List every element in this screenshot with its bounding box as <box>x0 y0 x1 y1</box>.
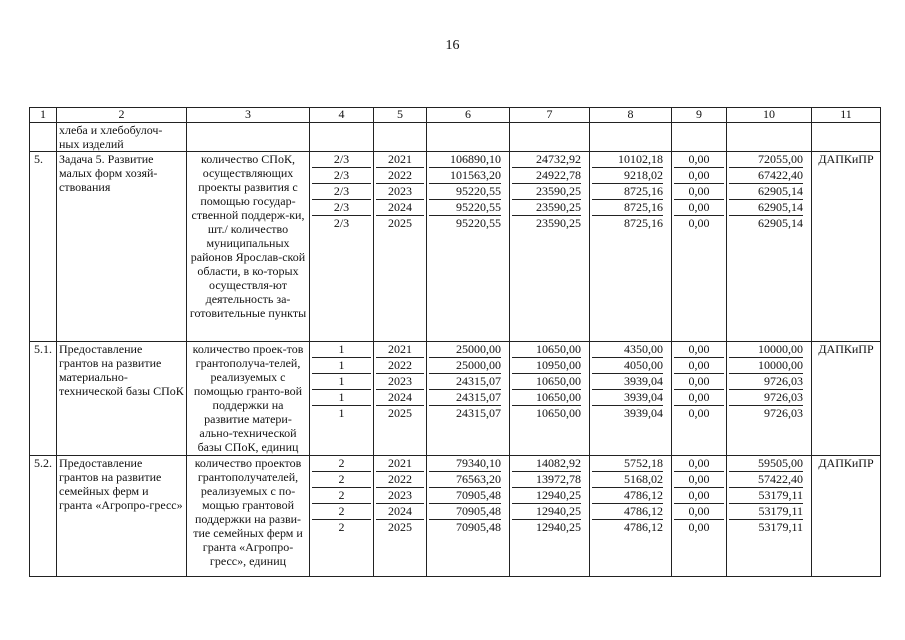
col9-cell-value: 0,00 <box>674 472 724 488</box>
target-cell-value: 2 <box>312 504 371 520</box>
target-cell-value: 2/3 <box>312 152 371 168</box>
year-cell-value: 2022 <box>376 358 424 374</box>
col8-cell-value: 3939,04 <box>592 374 663 390</box>
total-cell-value: 79340,10 <box>429 456 501 472</box>
col10-cell-value: 72055,00 <box>729 152 803 168</box>
col7-cell-value: 23590,25 <box>512 200 581 216</box>
col10-cell <box>727 342 812 456</box>
year-cell <box>374 152 427 342</box>
total-cell-value: 106890,10 <box>429 152 501 168</box>
col9-cell-value: 0,00 <box>674 456 724 472</box>
col7-cell-value: 10650,00 <box>536 406 581 420</box>
col10-cell-value: 62905,14 <box>758 216 803 230</box>
row-number: 5. <box>30 152 57 342</box>
col9-cell <box>672 342 727 456</box>
col8-cell-value: 9218,02 <box>592 168 663 184</box>
col8-cell <box>590 342 672 456</box>
col10-cell-value: 62905,14 <box>729 200 803 216</box>
col7-cell-value: 14082,92 <box>512 456 581 472</box>
col10-cell-value: 10000,00 <box>729 358 803 374</box>
row-number: 5.1. <box>30 342 57 456</box>
target-cell <box>310 342 374 456</box>
year-cell-value: 2022 <box>376 472 424 488</box>
col10-cell-value: 53179,11 <box>729 504 803 520</box>
total-cell-value: 24315,07 <box>456 406 501 420</box>
header-cell: 4 <box>310 108 374 123</box>
col7-cell <box>510 342 590 456</box>
col8-cell <box>590 456 672 577</box>
col10-cell-value: 10000,00 <box>729 342 803 358</box>
continuation-row <box>30 123 881 152</box>
col10-cell-value: 53179,11 <box>729 488 803 504</box>
col7-cell-value: 24732,92 <box>512 152 581 168</box>
measure-name: Задача 5. Развитие малых форм хозяй-ствования <box>57 152 187 342</box>
page-number: 16 <box>445 38 460 53</box>
table-row <box>30 456 881 577</box>
target-cell-value: 2 <box>312 456 371 472</box>
col9-cell-value: 0,00 <box>688 406 710 420</box>
total-cell-value: 70905,48 <box>429 504 501 520</box>
total-cell-value: 95220,55 <box>456 216 501 230</box>
col8-cell-value: 5752,18 <box>592 456 663 472</box>
target-cell-value: 2/3 <box>312 168 371 184</box>
year-cell-value: 2024 <box>376 200 424 216</box>
year-cell-value: 2021 <box>376 152 424 168</box>
target-cell-value: 2 <box>338 520 345 534</box>
col9-cell-value: 0,00 <box>674 168 724 184</box>
col9-cell <box>672 152 727 342</box>
col10-cell-value: 53179,11 <box>758 520 803 534</box>
target-cell <box>310 456 374 577</box>
col9-cell <box>672 456 727 577</box>
col9-cell-value: 0,00 <box>688 216 710 230</box>
total-cell <box>427 342 510 456</box>
col8-cell-value: 3939,04 <box>624 406 663 420</box>
target-cell-value: 1 <box>338 406 345 420</box>
indicator-text: количество проек-тов грантополуча-телей, реализуемых с помощью гранто-вой поддержки на развитие матери-ально-технической базы СПоК, единиц <box>187 342 310 456</box>
measure-name: Предоставление грантов на развитие семейных ферм и гранта «Агропро-гресс» <box>57 456 187 577</box>
col8-cell-value: 4786,12 <box>592 504 663 520</box>
total-cell-value: 24315,07 <box>429 374 501 390</box>
target-cell-value: 1 <box>312 374 371 390</box>
col7-cell-value: 10650,00 <box>512 342 581 358</box>
header-cell: 5 <box>374 108 427 123</box>
col7-cell <box>510 152 590 342</box>
col8-cell-value: 8725,16 <box>592 184 663 200</box>
col9-cell-value: 0,00 <box>674 200 724 216</box>
target-cell <box>310 152 374 342</box>
target-cell-value: 2/3 <box>333 216 350 230</box>
header-cell: 6 <box>427 108 510 123</box>
year-cell-value: 2023 <box>376 374 424 390</box>
col9-cell-value: 0,00 <box>674 184 724 200</box>
responsible-cell: ДАПКиПР <box>812 456 881 577</box>
col10-cell-value: 62905,14 <box>729 184 803 200</box>
col9-cell-value: 0,00 <box>674 504 724 520</box>
target-cell-value: 2 <box>312 488 371 504</box>
target-cell-value: 2 <box>312 472 371 488</box>
table-row <box>30 152 881 342</box>
row-number: 5.2. <box>30 456 57 577</box>
col9-cell-value: 0,00 <box>674 342 724 358</box>
col7-cell-value: 12940,25 <box>512 488 581 504</box>
year-cell <box>374 342 427 456</box>
col10-cell-value: 57422,40 <box>729 472 803 488</box>
total-cell-value: 95220,55 <box>429 200 501 216</box>
year-cell-value: 2024 <box>376 504 424 520</box>
target-cell-value: 1 <box>312 358 371 374</box>
col10-cell <box>727 456 812 577</box>
target-cell-value: 1 <box>312 390 371 406</box>
col7-cell-value: 10650,00 <box>512 390 581 406</box>
target-cell-value: 1 <box>312 342 371 358</box>
col7-cell-value: 23590,25 <box>512 184 581 200</box>
year-cell-value: 2024 <box>376 390 424 406</box>
total-cell-value: 25000,00 <box>429 342 501 358</box>
total-cell-value: 101563,20 <box>429 168 501 184</box>
header-cell: 7 <box>510 108 590 123</box>
header-row <box>30 108 881 123</box>
target-cell-value: 2/3 <box>312 184 371 200</box>
total-cell <box>427 456 510 577</box>
indicator-text: количество СПоК, осуществляющих проекты развития с помощью государ-ственной поддерж-ки, шт./ количество муниципальных районов Ярослав-ской области, в ко-торых осуществля-ют деятельность за-готовительные пункты <box>187 152 310 342</box>
col9-cell-value: 0,00 <box>674 358 724 374</box>
total-cell-value: 25000,00 <box>429 358 501 374</box>
year-cell-value: 2025 <box>388 406 412 420</box>
header-cell: 9 <box>672 108 727 123</box>
col8-cell-value: 3939,04 <box>592 390 663 406</box>
col8-cell-value: 4786,12 <box>592 488 663 504</box>
total-cell-value: 70905,48 <box>456 520 501 534</box>
col7-cell-value: 10950,00 <box>512 358 581 374</box>
header-cell: 10 <box>727 108 812 123</box>
col10-cell-value: 9726,03 <box>729 390 803 406</box>
total-cell-value: 76563,20 <box>429 472 501 488</box>
year-cell-value: 2022 <box>376 168 424 184</box>
col9-cell-value: 0,00 <box>674 488 724 504</box>
col7-cell-value: 23590,25 <box>536 216 581 230</box>
header-cell: 1 <box>30 108 57 123</box>
col8-cell-value: 4786,12 <box>624 520 663 534</box>
year-cell-value: 2023 <box>376 184 424 200</box>
header-cell: 11 <box>812 108 881 123</box>
col9-cell-value: 0,00 <box>688 520 710 534</box>
header-cell: 8 <box>590 108 672 123</box>
program-table <box>29 107 881 577</box>
measure-name: Предоставление грантов на развитие материально-технической базы СПоК <box>57 342 187 456</box>
col7-cell-value: 10650,00 <box>512 374 581 390</box>
col10-cell <box>727 152 812 342</box>
col9-cell-value: 0,00 <box>674 374 724 390</box>
col7-cell-value: 12940,25 <box>512 504 581 520</box>
header-cell: 3 <box>187 108 310 123</box>
year-cell-value: 2023 <box>376 488 424 504</box>
col10-cell-value: 9726,03 <box>729 374 803 390</box>
col10-cell-value: 9726,03 <box>764 406 803 420</box>
total-cell-value: 70905,48 <box>429 488 501 504</box>
col7-cell-value: 12940,25 <box>536 520 581 534</box>
col8-cell-value: 4050,00 <box>592 358 663 374</box>
col7-cell-value: 13972,78 <box>512 472 581 488</box>
col7-cell-value: 24922,78 <box>512 168 581 184</box>
col8-cell-value: 8725,16 <box>592 200 663 216</box>
target-cell-value: 2/3 <box>312 200 371 216</box>
col10-cell-value: 67422,40 <box>729 168 803 184</box>
col8-cell <box>590 152 672 342</box>
responsible-cell: ДАПКиПР <box>812 342 881 456</box>
year-cell-value: 2021 <box>376 342 424 358</box>
col7-cell <box>510 456 590 577</box>
year-cell-value: 2021 <box>376 456 424 472</box>
col9-cell-value: 0,00 <box>674 390 724 406</box>
responsible-cell: ДАПКиПР <box>812 152 881 342</box>
col8-cell-value: 4350,00 <box>592 342 663 358</box>
col8-cell-value: 8725,16 <box>624 216 663 230</box>
col8-cell-value: 10102,18 <box>592 152 663 168</box>
col8-cell-value: 5168,02 <box>592 472 663 488</box>
col9-cell-value: 0,00 <box>674 152 724 168</box>
total-cell <box>427 152 510 342</box>
continuation-name: хлеба и хлебобулоч- ных изделий <box>57 123 187 152</box>
year-cell-value: 2025 <box>388 520 412 534</box>
total-cell-value: 95220,55 <box>429 184 501 200</box>
header-cell: 2 <box>57 108 187 123</box>
table-row <box>30 342 881 456</box>
col10-cell-value: 59505,00 <box>729 456 803 472</box>
indicator-text: количество проектов грантополучателей, реализуемых с по-мощью грантовой поддержки на разви-тие семейных ферм и гранта «Агропро-гресс», единиц <box>187 456 310 577</box>
year-cell-value: 2025 <box>388 216 412 230</box>
total-cell-value: 24315,07 <box>429 390 501 406</box>
year-cell <box>374 456 427 577</box>
